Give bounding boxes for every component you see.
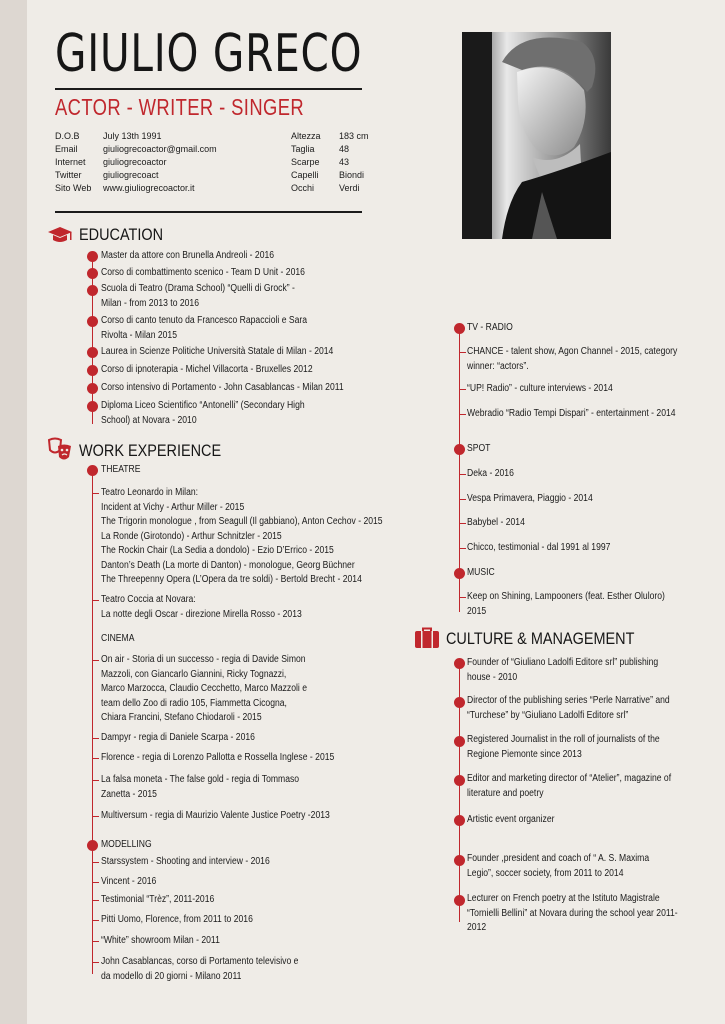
timeline-tick: [460, 548, 466, 549]
education-item: Corso di ipnoterapia - Michel Villacorta - Bruxelles 2012: [101, 364, 313, 375]
info-value: Verdi: [339, 183, 360, 193]
info-value-email[interactable]: giuliogrecoactor@gmail.com: [103, 144, 217, 154]
education-item: Diploma Liceo Scientifico “Antonelli” (Secondary High School) at Novara - 2010: [101, 400, 305, 426]
cinema-item: Dampyr - regia di Daniele Scarpa - 2016: [101, 732, 255, 743]
timeline-tick: [93, 660, 99, 661]
modelling-item: Pitti Uomo, Florence, from 2011 to 2016: [101, 914, 253, 925]
theatre-item: The Threepenny Opera (L’Opera da tre soldi) - Bertold Brecht - 2014: [101, 574, 362, 585]
theatre-venue: Teatro Leonardo in Milan:: [101, 487, 199, 498]
info-bottom-rule: [55, 211, 362, 213]
info-value: 48: [339, 144, 350, 154]
education-timeline: [92, 256, 93, 424]
graduation-cap-icon: [47, 226, 73, 244]
info-value: Biondi: [339, 170, 365, 180]
theatre-block: [101, 593, 302, 622]
education-item: Laurea in Scienze Politiche Università Statale di Milan - 2014: [101, 346, 334, 357]
tv-item: Webradio “Radio Tempi Dispari” - entertainment - 2014: [467, 408, 676, 419]
left-sidebar-strip: [0, 0, 27, 1024]
culture-item: Director of the publishing series “Perle Narrative” and “Turchese” by “Giuliano Ladolfi Editore srl”: [467, 695, 670, 721]
candidate-subtitle: ACTOR - WRITER - SINGER: [55, 94, 305, 120]
timeline-tick: [93, 882, 99, 883]
timeline-tick: [93, 493, 99, 494]
education-item: Corso intensivo di Portamento - John Casablancas - Milan 2011: [101, 382, 344, 393]
timeline-dot: [87, 365, 98, 376]
spot-item: Babybel - 2014: [467, 517, 525, 528]
cinema-item: Multiversum - regia di Maurizio Valente Justice Poetry -2013: [101, 810, 330, 821]
timeline-dot: [454, 568, 465, 579]
timeline-dot: [454, 895, 465, 906]
tv-item: CHANCE - talent show, Agon Channel - 2015, category winner: “actors”.: [467, 346, 678, 372]
modelling-item: John Casablancas, corso di Portamento televisivo e da modello di 20 giorni - Milano 2011: [101, 956, 299, 982]
timeline-tick: [460, 523, 466, 524]
cinema-item: On air - Storia di un successo - regia di Davide Simon Mazzoli, con Giancarlo Giannini, Ricky Tognazzi, Marco Marzocca, Claudio Cecchetto, Marco Mazzoli e team dello Zoo di radio 105, Fiammetta Cicogna, Chiara Francini, Stefano Chiodaroli - 2015: [101, 654, 307, 723]
info-label: Scarpe: [291, 157, 320, 167]
info-value-website[interactable]: www.giuliogrecoactor.it: [103, 183, 195, 193]
education-item: Corso di canto tenuto da Francesco Rapaccioli e Sara Rivolta - Milan 2015: [101, 315, 308, 341]
timeline-tick: [93, 962, 99, 963]
theatre-item: The Trigorin monologue , from Seagull (Il gabbiano), Anton Cechov - 2015: [101, 516, 383, 527]
timeline-tick: [460, 389, 466, 390]
timeline-dot: [454, 658, 465, 669]
modelling-item: Testimonial “Trèz”, 2011-2016: [101, 894, 215, 905]
timeline-dot: [87, 268, 98, 279]
theatre-masks-icon: [47, 437, 73, 463]
work-experience-title: WORK EXPERIENCE: [79, 441, 222, 460]
info-label: Sito Web: [55, 183, 92, 193]
timeline-dot: [454, 444, 465, 455]
music-label: MUSIC: [467, 567, 495, 578]
timeline-tick: [93, 900, 99, 901]
culture-item: Founder of “Giuliano Ladolfi Editore srl” publishing house - 2010: [467, 657, 659, 683]
cinema-item: Florence - regia di Lorenzo Pallotta e Rossella Inglese - 2015: [101, 752, 335, 763]
info-labels-right: [291, 130, 321, 195]
timeline-tick: [93, 920, 99, 921]
modelling-label: MODELLING: [101, 839, 152, 850]
spot-item: Chicco, testimonial - dal 1991 al 1997: [467, 542, 611, 553]
info-label: Capelli: [291, 170, 319, 180]
timeline-dot: [87, 383, 98, 394]
timeline-dot: [87, 285, 98, 296]
theatre-item: The Rockin Chair (La Sedia a dondolo) - Ezio D’Errico - 2015: [101, 545, 334, 556]
cinema-label: CINEMA: [101, 633, 135, 644]
spot-item: Vespa Primavera, Piaggio - 2014: [467, 493, 593, 504]
tv-radio-label: TV - RADIO: [467, 322, 513, 333]
culture-item: Registered Journalist in the roll of journalists of the Regione Piemonte since 2013: [467, 734, 660, 760]
info-value: giuliogrecoact: [103, 170, 159, 180]
timeline-dot: [454, 855, 465, 866]
briefcase-icon: [414, 627, 440, 649]
info-values-left: [103, 130, 217, 195]
info-value: giuliogrecoactor: [103, 157, 167, 167]
info-labels-left: [55, 130, 91, 195]
info-label: Email: [55, 144, 78, 154]
info-label: Internet: [55, 157, 86, 167]
theatre-venue: Teatro Coccia at Novara:: [101, 594, 196, 605]
work-timeline: [92, 472, 93, 974]
timeline-tick: [460, 414, 466, 415]
timeline-dot: [87, 401, 98, 412]
modelling-item: “White” showroom Milan - 2011: [101, 935, 220, 946]
info-label: Altezza: [291, 131, 321, 141]
timeline-tick: [93, 941, 99, 942]
timeline-tick: [93, 600, 99, 601]
info-values-right: [339, 130, 369, 195]
education-item: Master da attore con Brunella Andreoli - 2016: [101, 250, 275, 261]
timeline-dot: [87, 840, 98, 851]
timeline-dot: [454, 815, 465, 826]
timeline-tick: [93, 738, 99, 739]
theatre-item: Danton’s Death (La morte di Danton) - monologue, Georg Büchner: [101, 559, 355, 571]
spot-label: SPOT: [467, 443, 491, 454]
timeline-dot: [87, 251, 98, 262]
info-label: Occhi: [291, 183, 315, 193]
info-value: July 13th 1991: [103, 131, 162, 141]
candidate-name: GIULIO GRECO: [55, 24, 363, 84]
timeline-tick: [93, 780, 99, 781]
timeline-tick: [460, 474, 466, 475]
timeline-tick: [93, 862, 99, 863]
music-item: Keep on Shining, Lampooners (feat. Esther Oluloro) 2015: [467, 591, 665, 617]
timeline-tick: [460, 597, 466, 598]
theatre-block: [101, 486, 383, 588]
timeline-dot: [454, 775, 465, 786]
tv-item: “UP! Radio” - culture interviews - 2014: [467, 383, 613, 394]
timeline-dot: [87, 316, 98, 327]
timeline-tick: [93, 816, 99, 817]
timeline-dot: [454, 697, 465, 708]
culture-management-title: CULTURE & MANAGEMENT: [446, 629, 635, 648]
info-label: Taglia: [291, 144, 315, 154]
education-title: EDUCATION: [79, 225, 164, 244]
header-rule: [55, 88, 362, 90]
theatre-label: THEATRE: [101, 464, 141, 475]
info-label: Twitter: [55, 170, 82, 180]
theatre-item: La notte degli Oscar - direzione Mirella Rosso - 2013: [101, 608, 302, 620]
culture-item: Editor and marketing director of “Atelier”, magazine of literature and poetry: [467, 773, 672, 799]
timeline-dot: [87, 465, 98, 476]
spot-item: Deka - 2016: [467, 468, 514, 479]
timeline-tick: [460, 352, 466, 353]
info-value: 183 cm: [339, 131, 369, 141]
timeline-dot: [87, 347, 98, 358]
culture-item: Founder ,president and coach of “ A. S. Maxima Legio”, soccer society, from 2011 to 2014: [467, 853, 650, 879]
info-label: D.O.B: [55, 131, 80, 141]
modelling-item: Vincent - 2016: [101, 876, 157, 887]
timeline-tick: [93, 758, 99, 759]
timeline-dot: [454, 323, 465, 334]
info-value: 43: [339, 157, 350, 167]
culture-item: Artistic event organizer: [467, 814, 555, 825]
theatre-item: La Ronde (Girotondo) - Arthur Schnitzler - 2015: [101, 530, 282, 542]
cinema-item: La falsa moneta - The false gold - regia di Tommaso Zanetta - 2015: [101, 774, 300, 800]
timeline-tick: [460, 499, 466, 500]
modelling-item: Starssystem - Shooting and interview - 2016: [101, 856, 270, 867]
portrait-illustration: [462, 32, 611, 239]
education-item: Corso di combattimento scenico - Team D Unit - 2016: [101, 267, 305, 278]
culture-item: Lecturer on French poetry at the Istituto Magistrale “Tornielli Bellini” at Novara during the school year 2011-2012: [467, 893, 678, 933]
theatre-item: Incident at Vichy - Arthur Miller - 2015: [101, 501, 245, 513]
timeline-dot: [454, 736, 465, 747]
education-item: Scuola di Teatro (Drama School) “Quelli di Grock” - Milan - from 2013 to 2016: [101, 283, 295, 309]
portrait-photo: [462, 32, 611, 239]
